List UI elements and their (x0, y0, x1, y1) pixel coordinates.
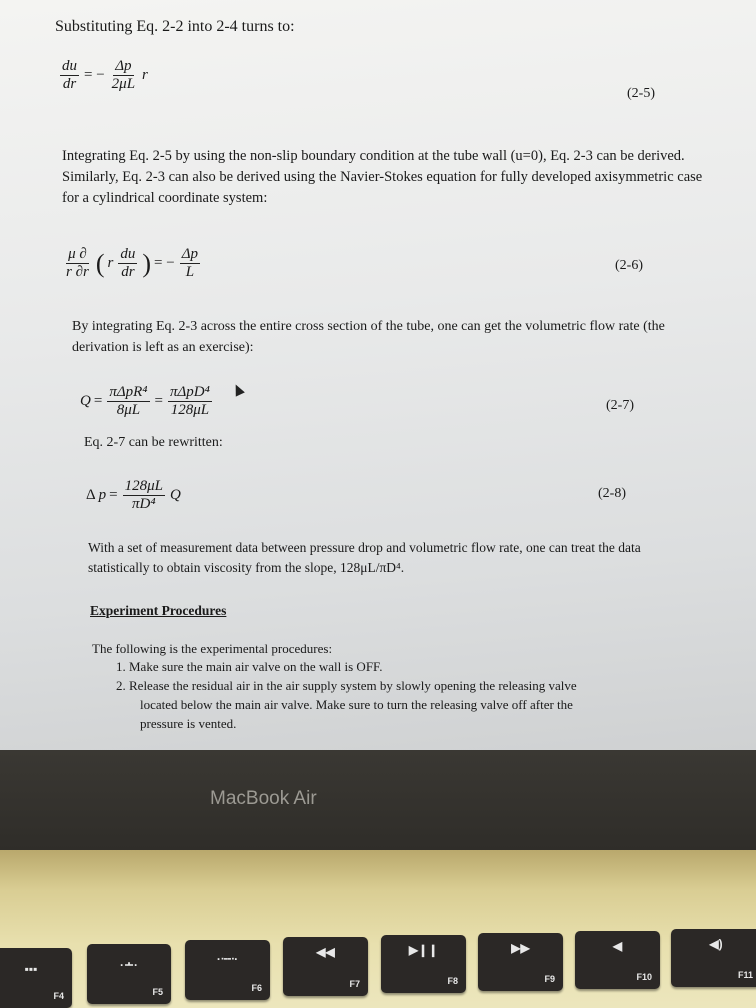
eq-num: πΔpD⁴ (169, 384, 210, 400)
mission-control-icon: ▪▪▪ (24, 962, 38, 976)
eq-num: du (62, 58, 77, 74)
key-label: F8 (447, 976, 458, 986)
key-label: F7 (349, 979, 360, 989)
section-heading: Experiment Procedures (90, 603, 227, 618)
procedure-step-cont: located below the main air valve. Make sure to turn the releasing valve off after the (140, 697, 573, 712)
equation-2-5: $\frac{du}{dr}$ = − $\frac{\Delta p}{2\mu L}$ r (62, 58, 148, 92)
eq-den: dr (121, 264, 135, 280)
key-f8[interactable] (381, 935, 466, 993)
equation-label: (2-6) (615, 258, 643, 273)
equation-label: (2-7) (606, 398, 634, 413)
eq-den: dr (62, 76, 77, 92)
equation-2-8: Δ p = $\frac{128\mu L}{\text{πD⁴}}$ Q (86, 478, 181, 512)
procedure-step: 1. Make sure the main air valve on the wall is OFF. (116, 659, 383, 674)
brightness-low-icon: ·∸· (119, 958, 139, 972)
eq-den: 2μL (111, 76, 136, 92)
play-pause-icon: ▶❙❙ (408, 943, 439, 957)
eq-num: du (120, 246, 136, 262)
rewind-icon: ◀◀ (316, 945, 335, 959)
eq-term: r (142, 67, 148, 83)
eq-num: μ ∂ (68, 246, 87, 262)
key-label: F10 (636, 972, 652, 982)
eq-num: Δp (181, 246, 199, 262)
eq-den: 128μL (170, 402, 210, 418)
paragraph: By integrating Eq. 2-3 across the entire cross section of the tube, one can get the volumetric flow rate (the derivation is left as an exercise): (72, 319, 665, 355)
key-label: F4 (53, 991, 64, 1001)
equation-label: (2-5) (627, 86, 655, 101)
key-f10[interactable] (575, 931, 660, 989)
paragraph: Integrating Eq. 2-5 by using the non-slip boundary condition at the tube wall (u=0), Eq. 2-3 can be derived. Similarly, Eq. 2-3 can also be derived using the Navier-Stokes equation for fully developed axisymmetric case for a cylindrical coordinate system: (62, 148, 703, 206)
intro-text: Substituting Eq. 2-2 into 2-4 turns to: (55, 18, 295, 35)
volume-down-icon: ◀ (612, 939, 623, 953)
screen-bezel (0, 750, 756, 850)
key-f7[interactable] (283, 937, 368, 996)
laptop-brand-label: MacBook Air (210, 788, 317, 809)
key-label: F11 (737, 970, 753, 980)
eq-den: r ∂r (66, 264, 89, 280)
eq-num: 128μL (124, 478, 163, 494)
key-label: F6 (251, 983, 262, 993)
key-label: F9 (544, 974, 555, 984)
equation-label: (2-8) (598, 486, 626, 501)
key-f11[interactable] (671, 929, 756, 987)
eq-den: L (185, 264, 195, 280)
paragraph: With a set of measurement data between pressure drop and volumetric flow rate, one can treat the data statistically to obtain viscosity from the slope, 128μL/πD⁴. (88, 540, 641, 575)
mouse-cursor-icon (231, 382, 245, 396)
key-f5[interactable] (87, 944, 171, 1004)
eq-den: πD⁴ (132, 496, 156, 512)
equation-2-7: Q = πΔpR⁴ 8μL = πΔpD⁴ 128μL (80, 384, 210, 418)
procedure-step: 2. Release the residual air in the air supply system by slowly opening the releasing valve (116, 678, 577, 693)
key-f6[interactable] (185, 940, 270, 1000)
eq-num: Δp (115, 58, 132, 74)
rewrite-text: Eq. 2-7 can be rewritten: (84, 435, 223, 450)
key-label: F5 (152, 987, 163, 997)
equation-2-6: $\frac{\mu \partial}{r \partial r}$ ( r $\frac{du}{dr}$ ) = − $\frac{\Delta p}{L}$ (66, 246, 199, 280)
procedure-intro: The following is the experimental procedures: (92, 641, 333, 656)
procedure-step-cont: pressure is vented. (140, 716, 237, 731)
brightness-high-icon: ·ᐧ╌ᐧ· (216, 952, 239, 966)
key-f4[interactable] (0, 948, 72, 1008)
key-f9[interactable] (478, 933, 563, 991)
fast-forward-icon: ▶▶ (511, 941, 530, 955)
eq-den: 8μL (116, 402, 141, 418)
volume-up-icon: ◀) (709, 937, 723, 951)
eq-num: πΔpR⁴ (109, 384, 148, 400)
